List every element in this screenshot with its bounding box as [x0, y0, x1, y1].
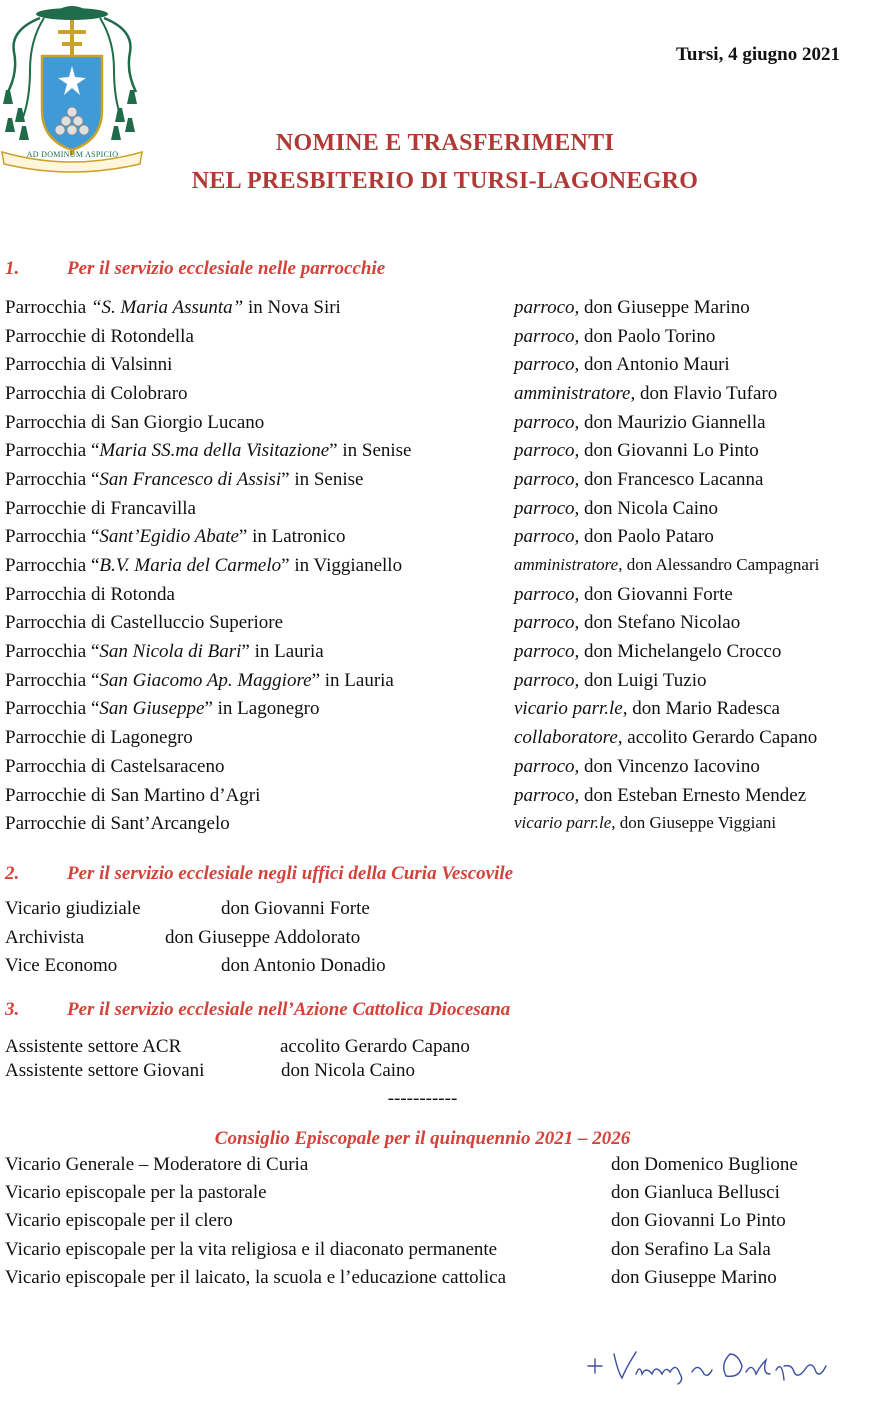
curia-role: Vice Economo [5, 955, 118, 976]
parish-suffix: ” in Senise [329, 440, 412, 461]
parish-name [5, 641, 324, 663]
parish-prefix: Parrocchia “ [5, 698, 100, 719]
council-role: Vicario episcopale per il laicato, la scuola e l’educazione cattolica [5, 1267, 507, 1288]
curia-person: don Giovanni Forte [221, 898, 370, 919]
appointment-person: don Esteban Ernesto Mendez [584, 785, 807, 806]
parish-row [5, 727, 890, 755]
parish-title: Sant’Egidio Abate [99, 526, 239, 547]
parish-name [5, 526, 346, 548]
parish-row [5, 612, 890, 640]
appointment-role: parroco, [514, 326, 580, 347]
appointment-role: amministratore, [514, 555, 623, 574]
appointment [514, 555, 819, 575]
appointment [514, 727, 817, 749]
parish-title: San Francesco di Assisi [99, 469, 282, 490]
appointment-role: parroco, [514, 354, 580, 375]
parish-name [5, 383, 188, 405]
council-title: Consiglio Episcopale per il quinquennio 2021 – 2026 [214, 1128, 631, 1149]
parish-prefix: Parrocchia “ [5, 641, 100, 662]
parish-prefix: Parrocchia di Colobraro [5, 383, 188, 404]
section3-number: 3. [5, 999, 20, 1020]
page-title-line1: NOMINE E TRASFERIMENTI [275, 130, 615, 156]
parish-name [5, 354, 172, 376]
ac-role: Assistente settore ACR [5, 1036, 182, 1057]
appointment-role: parroco, [514, 756, 580, 777]
ac-person: don Nicola Caino [281, 1060, 416, 1081]
appointment-role: parroco, [514, 412, 580, 433]
parish-row [5, 641, 890, 669]
parish-title: San Giacomo Ap. Maggiore [99, 670, 312, 691]
parish-name [5, 498, 196, 520]
appointment [514, 756, 760, 778]
appointment-role: parroco, [514, 297, 580, 318]
ac-row [5, 1060, 705, 1088]
ac-person: accolito Gerardo Capano [280, 1036, 470, 1057]
parish-name [5, 727, 193, 749]
motto: AD DOMINUM ASPICIO [26, 150, 119, 159]
parish-row [5, 670, 890, 698]
appointment-role: vicario parr.le, [514, 698, 628, 719]
signature-text [0, 0, 1, 1]
appointment-person: don Stefano Nicolao [584, 612, 741, 633]
parish-name [5, 756, 224, 778]
appointment [514, 641, 781, 663]
appointment [514, 326, 715, 348]
parish-name [5, 555, 402, 577]
parish-prefix: Parrocchia “ [5, 670, 100, 691]
parish-name [5, 612, 283, 634]
appointment-role: parroco, [514, 526, 580, 547]
appointment [514, 412, 766, 434]
curia-role: Archivista [5, 927, 85, 948]
parish-suffix: ” in Viggianello [281, 555, 403, 576]
appointment-person: don Antonio Mauri [584, 354, 730, 375]
parish-prefix: Parrocchia di Castelluccio Superiore [5, 612, 284, 633]
parish-prefix: Parrocchia “ [5, 469, 100, 490]
appointment-role: amministratore, [514, 383, 636, 404]
appointment [514, 698, 780, 720]
parish-row [5, 555, 890, 583]
curia-row [5, 955, 705, 983]
appointment-person: don Francesco Lacanna [584, 469, 764, 490]
council-person: don Domenico Buglione [611, 1154, 798, 1175]
parish-prefix: Parrocchia di Rotonda [5, 584, 175, 605]
appointment-person: don Giovanni Forte [584, 584, 733, 605]
curia-person: don Giuseppe Addolorato [165, 927, 361, 948]
parish-suffix: ” in Lauria [241, 641, 324, 662]
parish-prefix: Parrocchia [5, 297, 91, 318]
parish-title: B.V. Maria del Carmelo [99, 555, 282, 576]
council-person: don Giuseppe Marino [611, 1267, 777, 1288]
parish-row [5, 526, 890, 554]
parish-name [5, 469, 363, 491]
section1-title: Per il servizio ecclesiale nelle parrocchie [67, 258, 386, 279]
appointment [514, 498, 718, 520]
appointment-person: don Mario Radesca [632, 698, 780, 719]
curia-role: Vicario giudiziale [5, 898, 141, 919]
parish-suffix: ” in Lauria [311, 670, 394, 691]
appointment-role: parroco, [514, 670, 580, 691]
parish-row [5, 584, 890, 612]
parish-row [5, 813, 890, 841]
appointment-person: don Alessandro Campagnari [626, 555, 820, 574]
parish-title: Maria SS.ma della Visitazione [99, 440, 330, 461]
section3-heading [5, 999, 510, 1021]
separator: ----------- [387, 1088, 458, 1109]
parish-row [5, 498, 890, 526]
council-row [5, 1154, 865, 1182]
appointment-person: don Michelangelo Crocco [584, 641, 782, 662]
parish-title: “S. Maria Assunta” [90, 297, 244, 318]
parish-suffix: ” in Latronico [238, 526, 346, 547]
appointment [514, 584, 733, 606]
section3-title: Per il servizio ecclesiale nell’Azione Cattolica Diocesana [67, 999, 511, 1020]
council-role: Vicario Generale – Moderatore di Curia [5, 1154, 309, 1175]
parish-row [5, 440, 890, 468]
curia-row [5, 927, 705, 955]
parish-title: San Giuseppe [99, 698, 205, 719]
appointment-person: don Paolo Pataro [584, 526, 714, 547]
appointment-role: parroco, [514, 498, 580, 519]
appointment-role: parroco, [514, 469, 580, 490]
appointment-person: don Nicola Caino [584, 498, 719, 519]
appointment-person: don Vincenzo Iacovino [584, 756, 760, 777]
section1-heading [5, 258, 385, 280]
ac-role: Assistente settore Giovani [5, 1060, 205, 1081]
parish-name [5, 813, 230, 835]
appointment-person: don Paolo Torino [584, 326, 716, 347]
section2-heading [5, 863, 513, 885]
council-role: Vicario episcopale per il clero [5, 1210, 233, 1231]
parish-name [5, 698, 319, 720]
parish-name [5, 670, 394, 692]
appointment-person: don Flavio Tufaro [639, 383, 778, 404]
appointment [514, 526, 714, 548]
parish-prefix: Parrocchia di San Giorgio Lucano [5, 412, 265, 433]
parish-prefix: Parrocchia di Valsinni [5, 354, 173, 375]
document-date: Tursi, 4 giugno 2021 [675, 44, 840, 65]
parish-row [5, 326, 890, 354]
council-person: don Giovanni Lo Pinto [611, 1210, 786, 1231]
parish-prefix: Parrocchia “ [5, 526, 100, 547]
parish-name [5, 412, 264, 434]
appointment-person: don Giovanni Lo Pinto [584, 440, 759, 461]
appointment-person: don Giuseppe Viggiani [619, 813, 777, 832]
appointment [514, 354, 730, 376]
parish-row [5, 756, 890, 784]
page-title-line2: NEL PRESBITERIO DI TURSI-LAGONEGRO [191, 168, 699, 194]
parish-prefix: Parrocchia “ [5, 440, 100, 461]
appointment-person: don Luigi Tuzio [584, 670, 707, 691]
parish-title: San Nicola di Bari [99, 641, 242, 662]
parish-prefix: Parrocchia “ [5, 555, 100, 576]
parish-prefix: Parrocchie di San Martino d’Agri [5, 785, 261, 806]
parish-row [5, 354, 890, 382]
parish-suffix: in Nova Siri [243, 297, 341, 318]
parish-suffix: ” in Lagonegro [204, 698, 320, 719]
parish-prefix: Parrocchie di Lagonegro [5, 727, 193, 748]
signature [580, 1340, 840, 1390]
parish-prefix: Parrocchie di Sant’Arcangelo [5, 813, 230, 834]
council-row [5, 1210, 865, 1238]
parish-name [5, 297, 341, 319]
parish-prefix: Parrocchie di Rotondella [5, 326, 194, 347]
council-role: Vicario episcopale per la vita religiosa e il diaconato permanente [5, 1239, 498, 1260]
parish-name [5, 326, 194, 348]
parish-row [5, 383, 890, 411]
parish-suffix: ” in Senise [281, 469, 364, 490]
appointment-role: parroco, [514, 785, 580, 806]
parish-name [5, 785, 260, 807]
parish-row [5, 469, 890, 497]
council-row [5, 1182, 865, 1210]
council-role: Vicario episcopale per la pastorale [5, 1182, 267, 1203]
appointment [514, 785, 806, 807]
section2-title: Per il servizio ecclesiale negli uffici della Curia Vescovile [67, 863, 514, 884]
curia-person: don Antonio Donadio [221, 955, 386, 976]
appointment [514, 383, 777, 405]
appointment-person: don Maurizio Giannella [584, 412, 766, 433]
appointment-role: parroco, [514, 641, 580, 662]
council-row [5, 1239, 865, 1267]
appointment [514, 440, 759, 462]
appointment [514, 297, 750, 319]
appointment [514, 670, 707, 692]
appointment-role: parroco, [514, 612, 580, 633]
section2-number: 2. [5, 863, 20, 884]
appointment-person: accolito Gerardo Capano [627, 727, 818, 748]
parish-row [5, 412, 890, 440]
council-person: don Serafino La Sala [611, 1239, 771, 1260]
appointment-role: parroco, [514, 584, 580, 605]
appointment-role: collaboratore, [514, 727, 623, 748]
parish-name [5, 584, 175, 606]
council-person: don Gianluca Bellusci [611, 1182, 780, 1203]
parish-row [5, 785, 890, 813]
section1-number: 1. [5, 258, 20, 279]
appointment [514, 469, 763, 491]
parish-row [5, 297, 890, 325]
council-row [5, 1267, 865, 1295]
parish-row [5, 698, 890, 726]
curia-row [5, 898, 705, 926]
parish-prefix: Parrocchia di Castelsaraceno [5, 756, 225, 777]
parish-name [5, 440, 412, 462]
appointment-role: parroco, [514, 440, 580, 461]
appointment [514, 813, 776, 833]
appointment-role: vicario parr.le, [514, 813, 616, 832]
appointment [514, 612, 740, 634]
appointment-person: don Giuseppe Marino [584, 297, 750, 318]
parish-prefix: Parrocchie di Francavilla [5, 498, 196, 519]
